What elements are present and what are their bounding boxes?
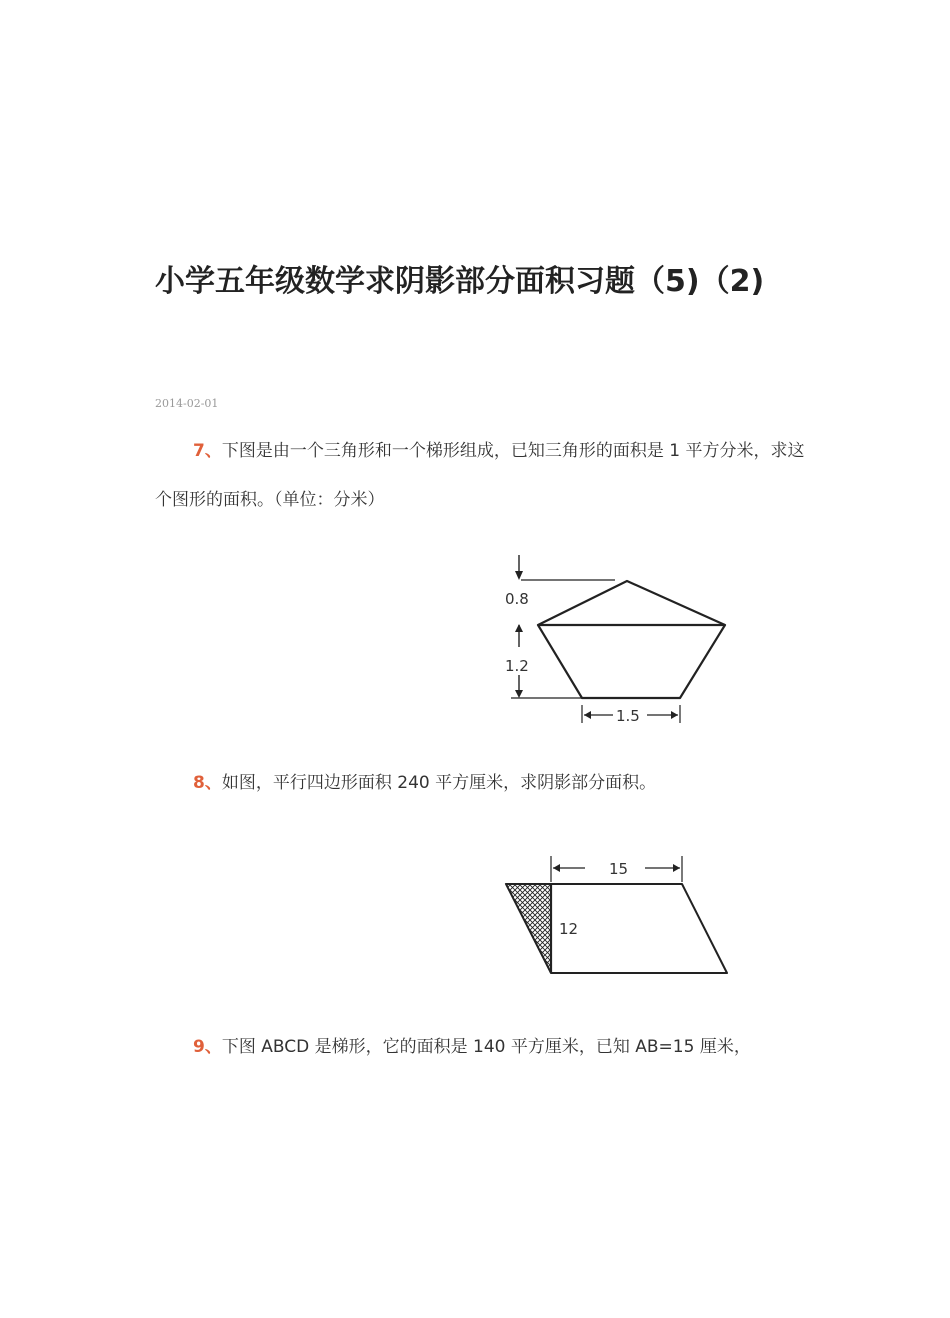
problem-9-number: 9、 xyxy=(193,1037,222,1057)
problem-9-text: 下图 ABCD 是梯形，它的面积是 140 平方厘米，已知 AB=15 厘米， xyxy=(221,1037,751,1057)
bottom-base-label: 1.5 xyxy=(616,707,640,725)
problem-8-number: 8、 xyxy=(193,773,222,793)
height-arrow-low-head xyxy=(515,690,523,698)
top-arrow-right-head xyxy=(673,864,680,872)
top-length-label: 15 xyxy=(609,860,629,878)
height-label: 12 xyxy=(559,920,579,938)
post-date: 2014-02-01 xyxy=(155,397,219,410)
height-arrow-top-head xyxy=(515,571,523,580)
problem-8 xyxy=(155,759,805,808)
triangle-height-label: 0.8 xyxy=(505,590,529,608)
problem-7 xyxy=(155,427,805,525)
top-arrow-left-head xyxy=(553,864,560,872)
base-arrow-left-head xyxy=(584,711,591,719)
base-arrow-right-head xyxy=(671,711,678,719)
parallelogram-diagram xyxy=(495,850,735,980)
figure-triangle-trapezoid xyxy=(495,545,735,734)
composite-shape-outline xyxy=(538,581,725,698)
figure-parallelogram xyxy=(495,850,735,984)
problem-7-number: 7、 xyxy=(193,441,222,461)
problem-7-text: 下图是由一个三角形和一个梯形组成，已知三角形的面积是 1 平方分米，求这个图形的面积。（单位：分米） xyxy=(155,441,805,510)
trapezoid-height-label: 1.2 xyxy=(505,657,529,675)
problem-8-text: 如图，平行四边形面积 240 平方厘米，求阴影部分面积。 xyxy=(221,773,657,793)
problem-9 xyxy=(155,1023,805,1072)
height-arrow-mid-head xyxy=(515,624,523,632)
page-title: 小学五年级数学求阴影部分面积习题（5)（2) xyxy=(155,264,765,299)
triangle-trapezoid-diagram xyxy=(495,545,735,730)
